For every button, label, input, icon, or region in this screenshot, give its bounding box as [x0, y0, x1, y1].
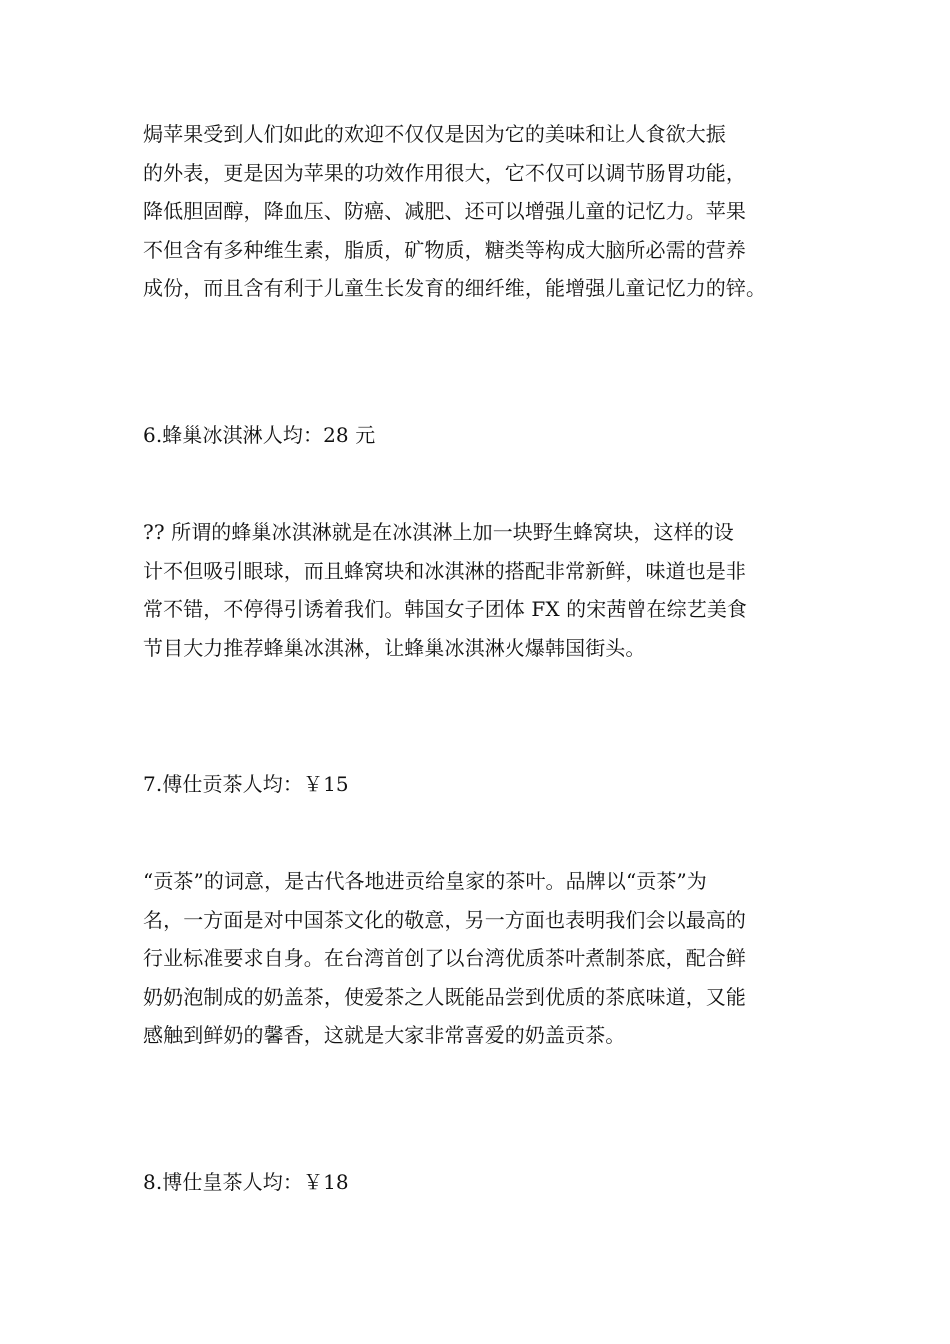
section-heading-7: [143, 765, 808, 804]
text-line: 名，一方面是对中国茶文化的敬意，另一方面也表明我们会以最高的: [143, 907, 746, 932]
text-line: 计不但吸引眼球，而且蜂窝块和冰淇淋的搭配非常新鲜，味道也是非: [143, 558, 746, 583]
text-line: 感触到鲜奶的馨香，这就是大家非常喜爱的奶盖贡茶。: [143, 1023, 626, 1047]
apple-paragraph: [143, 115, 808, 308]
text-line: 降低胆固醇，降血压、防癌、减肥、还可以增强儿童的记忆力。苹果: [143, 199, 746, 223]
heading-text: 6.蜂巢冰淇淋人均：28 元: [143, 423, 376, 447]
text-line: 节目大力推荐蜂巢冰淇淋，让蜂巢冰淇淋火爆韩国街头。: [143, 635, 646, 660]
text-line: 常不错，不停得引诱着我们。韩国女子团体 FX 的宋茜曾在综艺美食: [143, 597, 748, 621]
text-line: 行业标准要求自身。在台湾首创了以台湾优质茶叶煮制茶底，配合鲜: [143, 946, 746, 970]
section-heading-8: [143, 1163, 808, 1202]
text-line: 奶奶泡制成的奶盖茶，使爱茶之人既能品尝到优质的茶底味道，又能: [143, 984, 746, 1009]
text-line: “贡茶”的词意，是古代各地进贡给皇家的茶叶。品牌以“贡茶”为: [143, 869, 707, 893]
text-line: 不但含有多种维生素，脂质，矿物质，糖类等构成大脑所必需的营养: [143, 237, 746, 262]
text-line: 成份，而且含有利于儿童生长发育的细纤维，能增强儿童记忆力的锌。: [143, 276, 767, 300]
text-line: ?? 所谓的蜂巢冰淇淋就是在冰淇淋上加一块野生蜂窝块，这样的设: [143, 520, 734, 544]
honeycomb-paragraph: [143, 513, 808, 667]
text-line: 焗苹果受到人们如此的欢迎不仅仅是因为它的美味和让人食欲大振: [143, 122, 726, 146]
text-line: 的外表，更是因为苹果的功效作用很大，它不仅可以调节肠胃功能，: [143, 160, 746, 185]
gongcha-paragraph: [143, 862, 808, 1055]
heading-text: 7.傅仕贡茶人均：￥15: [143, 772, 349, 796]
section-heading-6: [143, 416, 808, 455]
heading-text: 8.博仕皇茶人均：￥18: [143, 1170, 349, 1194]
